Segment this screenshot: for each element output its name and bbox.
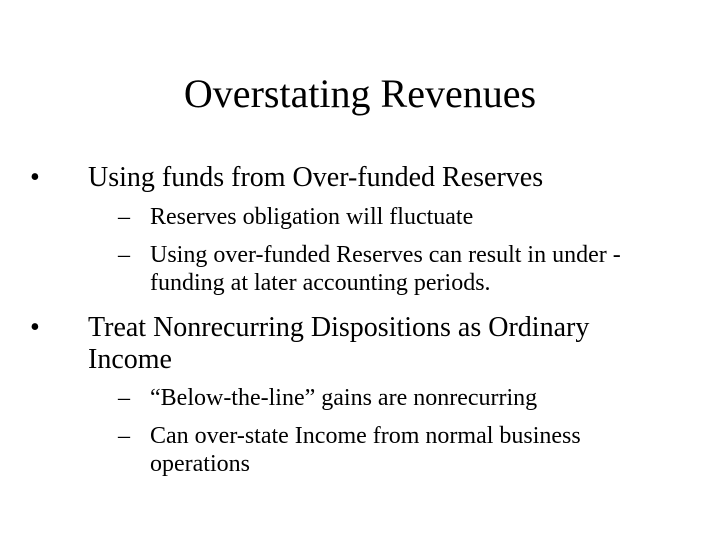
bullet-marker: • bbox=[30, 312, 40, 343]
sub-bullet-text: Reserves obligation will fluctuate bbox=[150, 204, 474, 230]
slide-title: Overstating Revenues bbox=[183, 71, 537, 116]
sub-bullet-item bbox=[118, 241, 678, 297]
sub-bullet-marker: – bbox=[118, 385, 130, 411]
sub-bullet-marker: – bbox=[118, 204, 130, 230]
bullet-item bbox=[30, 162, 680, 194]
sub-bullet-text: Can over-state Income from normal business operations bbox=[150, 423, 581, 477]
sub-bullet-marker: – bbox=[118, 242, 130, 268]
sub-bullet-item bbox=[118, 203, 678, 231]
sub-bullet-text: Using over-funded Reserves can result in under -funding at later accounting periods. bbox=[150, 242, 621, 296]
bullet-text: Using funds from Over-funded Reserves bbox=[88, 162, 544, 193]
sub-bullet-item bbox=[118, 384, 678, 412]
sub-bullet-marker: – bbox=[118, 423, 130, 449]
bullet-text: Treat Nonrecurring Dispositions as Ordinary Income bbox=[88, 312, 590, 375]
bullet-item bbox=[30, 312, 680, 376]
sub-bullet-item bbox=[118, 422, 678, 478]
bullet-marker: • bbox=[30, 162, 40, 193]
sub-bullet-text: “Below-the-line” gains are nonrecurring bbox=[150, 385, 538, 411]
